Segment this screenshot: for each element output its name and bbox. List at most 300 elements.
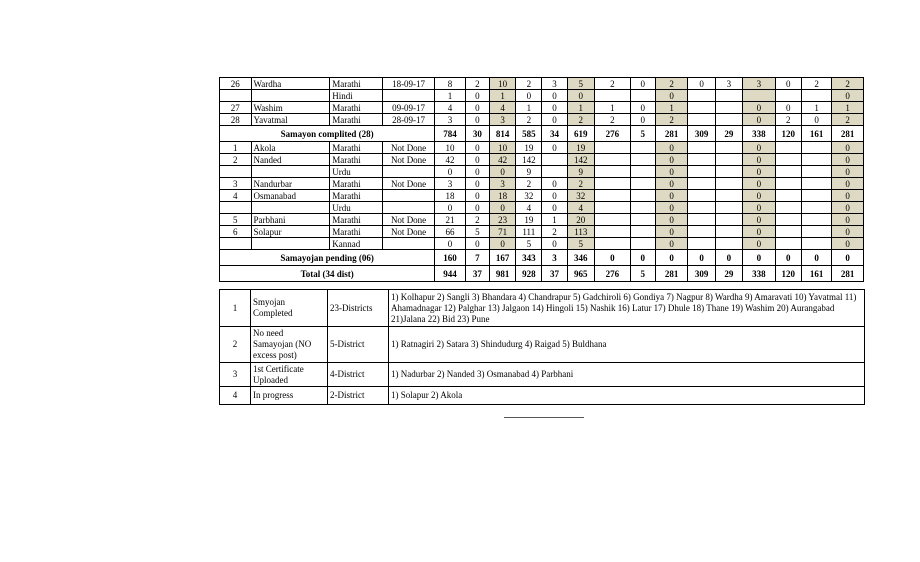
value-cell: 1 — [542, 214, 567, 226]
summary-count: 23-Districts — [328, 290, 389, 327]
district-cell — [251, 202, 330, 214]
value-cell: 0 — [743, 202, 776, 214]
serial-cell: 27 — [220, 102, 252, 114]
value-cell: 0 — [465, 114, 489, 126]
status-cell — [382, 202, 435, 214]
table-row — [220, 142, 864, 154]
summary-count: 5-District — [328, 327, 389, 363]
value-cell: 2 — [775, 114, 801, 126]
summary-row — [220, 387, 865, 405]
value-cell: 1 — [832, 102, 864, 114]
value-cell — [594, 226, 630, 238]
value-cell — [775, 166, 801, 178]
value-cell: 2 — [516, 114, 542, 126]
language-cell: Marathi — [330, 154, 383, 166]
district-cell — [251, 238, 330, 250]
value-cell: 0 — [489, 238, 515, 250]
value-cell: 5 — [630, 126, 655, 142]
summary-districts: 1) Solapur 2) Akola — [389, 387, 865, 405]
value-cell: 346 — [567, 250, 594, 266]
value-cell: 0 — [832, 166, 864, 178]
serial-cell: 5 — [220, 214, 252, 226]
value-cell — [715, 90, 742, 102]
value-cell: 20 — [567, 214, 594, 226]
serial-cell — [220, 238, 252, 250]
value-cell — [594, 90, 630, 102]
value-cell: 42 — [435, 154, 465, 166]
value-cell: 0 — [688, 78, 715, 90]
value-cell: 0 — [542, 102, 567, 114]
value-cell: 0 — [489, 166, 515, 178]
value-cell: 0 — [775, 78, 801, 90]
value-cell — [630, 90, 655, 102]
value-cell: 281 — [832, 266, 864, 282]
value-cell: 0 — [775, 250, 801, 266]
value-cell — [775, 238, 801, 250]
value-cell: 9 — [516, 166, 542, 178]
value-cell: 0 — [832, 190, 864, 202]
value-cell: 1 — [801, 102, 831, 114]
value-cell: 1 — [516, 102, 542, 114]
value-cell: 2 — [542, 226, 567, 238]
district-cell: Solapur — [251, 226, 330, 238]
value-cell — [594, 238, 630, 250]
serial-cell: 6 — [220, 226, 252, 238]
summary-districts: 1) Kolhapur 2) Sangli 3) Bhandara 4) Chandrapur 5) Gadchiroli 6) Gondiya 7) Nagpur 8) Wardha 9) Amaravati 10) Yavatmal 11) Ahamadnagar 12) Palghar 13) Jalgaon 14) Hingoli 15) Nashik 16) Latur 17) Dhule 18) Thane 19) Washim 20) Aurangabad 21)Jalana 22) Bid 23) Pune — [389, 290, 865, 327]
value-cell: 3 — [435, 178, 465, 190]
summary-row — [220, 290, 865, 327]
district-cell: Parbhani — [251, 214, 330, 226]
serial-cell: 4 — [220, 190, 252, 202]
value-cell: 0 — [567, 90, 594, 102]
value-cell: 18 — [489, 190, 515, 202]
value-cell — [630, 226, 655, 238]
value-cell: 0 — [465, 166, 489, 178]
summary-status: No need Samayojan (NO excess post) — [251, 327, 328, 363]
table-row — [220, 114, 864, 126]
value-cell: 0 — [542, 90, 567, 102]
value-cell: 0 — [465, 178, 489, 190]
value-cell: 0 — [465, 202, 489, 214]
value-cell — [775, 202, 801, 214]
value-cell — [688, 238, 715, 250]
value-cell: 276 — [594, 126, 630, 142]
district-cell: Akola — [251, 142, 330, 154]
district-cell — [251, 166, 330, 178]
value-cell: 0 — [655, 90, 688, 102]
value-cell: 32 — [567, 190, 594, 202]
value-cell — [715, 178, 742, 190]
value-cell: 3 — [542, 78, 567, 90]
value-cell: 0 — [655, 178, 688, 190]
value-cell — [688, 154, 715, 166]
language-cell: Hindi — [330, 90, 383, 102]
value-cell: 585 — [516, 126, 542, 142]
value-cell: 0 — [542, 178, 567, 190]
value-cell: 2 — [516, 178, 542, 190]
value-cell: 0 — [630, 250, 655, 266]
value-cell: 0 — [801, 250, 831, 266]
total-label: Samayon complited (28) — [220, 126, 435, 142]
value-cell: 0 — [655, 250, 688, 266]
status-cell: Not Done — [382, 154, 435, 166]
total-row — [220, 250, 864, 266]
value-cell: 30 — [465, 126, 489, 142]
value-cell: 37 — [465, 266, 489, 282]
language-cell: Marathi — [330, 114, 383, 126]
district-cell: Washim — [251, 102, 330, 114]
status-cell — [382, 166, 435, 178]
value-cell: 0 — [832, 154, 864, 166]
value-cell: 281 — [832, 126, 864, 142]
table-row — [220, 226, 864, 238]
value-cell: 2 — [465, 78, 489, 90]
language-cell: Urdu — [330, 166, 383, 178]
value-cell: 21 — [435, 214, 465, 226]
value-cell — [688, 214, 715, 226]
value-cell: 29 — [715, 266, 742, 282]
value-cell: 142 — [567, 154, 594, 166]
value-cell: 0 — [542, 202, 567, 214]
value-cell: 0 — [655, 238, 688, 250]
value-cell: 3 — [715, 78, 742, 90]
status-cell: Not Done — [382, 226, 435, 238]
district-cell: Nandurbar — [251, 178, 330, 190]
value-cell: 2 — [832, 114, 864, 126]
language-cell: Marathi — [330, 226, 383, 238]
value-cell: 18 — [435, 190, 465, 202]
value-cell — [594, 154, 630, 166]
value-cell: 2 — [801, 78, 831, 90]
value-cell — [775, 214, 801, 226]
value-cell: 161 — [801, 266, 831, 282]
value-cell — [715, 114, 742, 126]
value-cell: 928 — [516, 266, 542, 282]
value-cell: 10 — [435, 142, 465, 154]
value-cell: 113 — [567, 226, 594, 238]
summary-serial: 3 — [220, 363, 251, 387]
value-cell — [801, 178, 831, 190]
value-cell — [775, 90, 801, 102]
value-cell: 120 — [775, 126, 801, 142]
value-cell: 0 — [542, 190, 567, 202]
value-cell: 9 — [567, 166, 594, 178]
value-cell: 3 — [542, 250, 567, 266]
value-cell — [630, 202, 655, 214]
value-cell: 2 — [594, 114, 630, 126]
serial-cell: 28 — [220, 114, 252, 126]
value-cell: 0 — [832, 142, 864, 154]
table-row — [220, 78, 864, 90]
table-row — [220, 166, 864, 178]
value-cell: 0 — [465, 238, 489, 250]
summary-serial: 4 — [220, 387, 251, 405]
value-cell: 1 — [594, 102, 630, 114]
table-row — [220, 102, 864, 114]
value-cell: 309 — [688, 266, 715, 282]
table-row — [220, 190, 864, 202]
language-cell: Marathi — [330, 142, 383, 154]
value-cell: 29 — [715, 126, 742, 142]
value-cell: 2 — [655, 114, 688, 126]
value-cell: 0 — [655, 154, 688, 166]
value-cell: 3 — [489, 178, 515, 190]
value-cell — [630, 190, 655, 202]
value-cell: 161 — [801, 126, 831, 142]
table-row — [220, 214, 864, 226]
value-cell: 34 — [542, 126, 567, 142]
table-row — [220, 202, 864, 214]
value-cell: 0 — [655, 226, 688, 238]
value-cell: 0 — [832, 214, 864, 226]
value-cell — [775, 154, 801, 166]
value-cell — [743, 90, 776, 102]
value-cell: 0 — [832, 226, 864, 238]
value-cell — [630, 178, 655, 190]
language-cell: Marathi — [330, 78, 383, 90]
status-cell: 28-09-17 — [382, 114, 435, 126]
status-cell — [382, 90, 435, 102]
summary-districts: 1) Ratnagiri 2) Satara 3) Shindudurg 4) Raigad 5) Buldhana — [389, 327, 865, 363]
value-cell — [542, 166, 567, 178]
language-cell: Urdu — [330, 202, 383, 214]
district-cell: Wardha — [251, 78, 330, 90]
value-cell — [715, 214, 742, 226]
value-cell: 4 — [567, 202, 594, 214]
value-cell — [688, 190, 715, 202]
language-cell: Kannad — [330, 238, 383, 250]
status-cell — [382, 238, 435, 250]
value-cell: 32 — [516, 190, 542, 202]
value-cell: 160 — [435, 250, 465, 266]
value-cell — [801, 214, 831, 226]
value-cell: 981 — [489, 266, 515, 282]
value-cell: 0 — [801, 114, 831, 126]
value-cell: 0 — [465, 142, 489, 154]
value-cell: 142 — [516, 154, 542, 166]
status-cell: Not Done — [382, 178, 435, 190]
table-row — [220, 154, 864, 166]
value-cell: 276 — [594, 266, 630, 282]
value-cell: 2 — [655, 78, 688, 90]
value-cell: 23 — [489, 214, 515, 226]
total-row — [220, 126, 864, 142]
value-cell: 5 — [630, 266, 655, 282]
value-cell: 0 — [655, 142, 688, 154]
value-cell — [542, 154, 567, 166]
total-row — [220, 266, 864, 282]
value-cell — [801, 226, 831, 238]
value-cell: 0 — [542, 114, 567, 126]
value-cell: 0 — [465, 190, 489, 202]
summary-row — [220, 327, 865, 363]
value-cell: 0 — [516, 90, 542, 102]
value-cell: 19 — [516, 142, 542, 154]
language-cell: Marathi — [330, 214, 383, 226]
value-cell: 0 — [743, 238, 776, 250]
value-cell: 0 — [655, 214, 688, 226]
value-cell: 7 — [465, 250, 489, 266]
value-cell: 0 — [688, 250, 715, 266]
value-cell: 4 — [516, 202, 542, 214]
summary-count: 2-District — [328, 387, 389, 405]
value-cell: 0 — [655, 190, 688, 202]
value-cell — [594, 202, 630, 214]
value-cell — [688, 102, 715, 114]
value-cell: 5 — [567, 78, 594, 90]
summary-status: In progress — [251, 387, 328, 405]
table-row — [220, 178, 864, 190]
value-cell: 0 — [832, 90, 864, 102]
value-cell: 5 — [516, 238, 542, 250]
value-cell — [801, 202, 831, 214]
total-label: Samayojan pending (06) — [220, 250, 435, 266]
value-cell: 2 — [594, 78, 630, 90]
value-cell: 338 — [743, 266, 776, 282]
value-cell: 2 — [465, 214, 489, 226]
district-cell — [251, 90, 330, 102]
value-cell: 5 — [567, 238, 594, 250]
value-cell: 0 — [743, 190, 776, 202]
language-cell: Marathi — [330, 102, 383, 114]
value-cell: 37 — [542, 266, 567, 282]
status-cell: 18-09-17 — [382, 78, 435, 90]
serial-cell: 26 — [220, 78, 252, 90]
end-divider — [504, 417, 584, 418]
value-cell: 0 — [743, 226, 776, 238]
value-cell: 0 — [542, 142, 567, 154]
summary-count: 4-District — [328, 363, 389, 387]
value-cell: 0 — [743, 166, 776, 178]
district-data-table — [219, 77, 864, 282]
value-cell — [801, 238, 831, 250]
value-cell — [775, 178, 801, 190]
value-cell: 0 — [832, 178, 864, 190]
value-cell: 4 — [489, 102, 515, 114]
value-cell: 965 — [567, 266, 594, 282]
value-cell: 944 — [435, 266, 465, 282]
value-cell — [594, 214, 630, 226]
value-cell — [594, 178, 630, 190]
value-cell: 0 — [743, 250, 776, 266]
value-cell: 814 — [489, 126, 515, 142]
value-cell: 0 — [435, 238, 465, 250]
value-cell — [594, 190, 630, 202]
value-cell: 4 — [435, 102, 465, 114]
value-cell: 0 — [465, 102, 489, 114]
value-cell — [688, 202, 715, 214]
value-cell: 0 — [743, 142, 776, 154]
value-cell: 0 — [489, 202, 515, 214]
value-cell: 0 — [435, 166, 465, 178]
value-cell: 2 — [516, 78, 542, 90]
value-cell: 66 — [435, 226, 465, 238]
value-cell: 0 — [435, 202, 465, 214]
status-cell — [382, 190, 435, 202]
summary-serial: 2 — [220, 327, 251, 363]
value-cell — [688, 142, 715, 154]
value-cell — [801, 142, 831, 154]
value-cell — [630, 214, 655, 226]
value-cell: 784 — [435, 126, 465, 142]
value-cell: 0 — [832, 238, 864, 250]
value-cell: 2 — [832, 78, 864, 90]
summary-row — [220, 363, 865, 387]
status-cell: Not Done — [382, 214, 435, 226]
value-cell: 0 — [743, 114, 776, 126]
value-cell: 0 — [542, 238, 567, 250]
value-cell: 10 — [489, 142, 515, 154]
value-cell: 1 — [435, 90, 465, 102]
value-cell: 0 — [465, 154, 489, 166]
value-cell: 0 — [743, 178, 776, 190]
value-cell — [775, 226, 801, 238]
value-cell: 0 — [715, 250, 742, 266]
value-cell — [630, 142, 655, 154]
value-cell — [688, 90, 715, 102]
value-cell — [630, 166, 655, 178]
value-cell: 0 — [465, 90, 489, 102]
summary-status: 1st Certificate Uploaded — [251, 363, 328, 387]
value-cell — [715, 202, 742, 214]
value-cell: 1 — [567, 102, 594, 114]
value-cell: 619 — [567, 126, 594, 142]
serial-cell: 3 — [220, 178, 252, 190]
value-cell — [775, 142, 801, 154]
value-cell — [594, 142, 630, 154]
district-cell: Osmanabad — [251, 190, 330, 202]
value-cell — [715, 166, 742, 178]
status-cell: Not Done — [382, 142, 435, 154]
value-cell: 0 — [743, 214, 776, 226]
value-cell — [801, 190, 831, 202]
value-cell: 1 — [655, 102, 688, 114]
value-cell: 167 — [489, 250, 515, 266]
serial-cell — [220, 90, 252, 102]
summary-status: Smyojan Completed — [251, 290, 328, 327]
value-cell: 0 — [832, 250, 864, 266]
value-cell: 10 — [489, 78, 515, 90]
value-cell — [688, 226, 715, 238]
total-label: Total (34 dist) — [220, 266, 435, 282]
value-cell — [775, 190, 801, 202]
value-cell: 19 — [516, 214, 542, 226]
table-row — [220, 90, 864, 102]
value-cell: 281 — [655, 266, 688, 282]
value-cell: 71 — [489, 226, 515, 238]
summary-districts: 1) Nadurbar 2) Nanded 3) Osmanabad 4) Parbhani — [389, 363, 865, 387]
language-cell: Marathi — [330, 190, 383, 202]
value-cell: 5 — [465, 226, 489, 238]
value-cell — [688, 178, 715, 190]
status-cell: 09-09-17 — [382, 102, 435, 114]
value-cell: 0 — [832, 202, 864, 214]
value-cell — [801, 166, 831, 178]
value-cell: 0 — [630, 78, 655, 90]
value-cell — [688, 166, 715, 178]
serial-cell: 1 — [220, 142, 252, 154]
value-cell: 338 — [743, 126, 776, 142]
language-cell: Marathi — [330, 178, 383, 190]
value-cell: 0 — [630, 102, 655, 114]
value-cell: 0 — [655, 202, 688, 214]
serial-cell — [220, 166, 252, 178]
serial-cell: 2 — [220, 154, 252, 166]
value-cell: 0 — [655, 166, 688, 178]
value-cell — [715, 190, 742, 202]
value-cell — [630, 238, 655, 250]
value-cell: 0 — [743, 102, 776, 114]
